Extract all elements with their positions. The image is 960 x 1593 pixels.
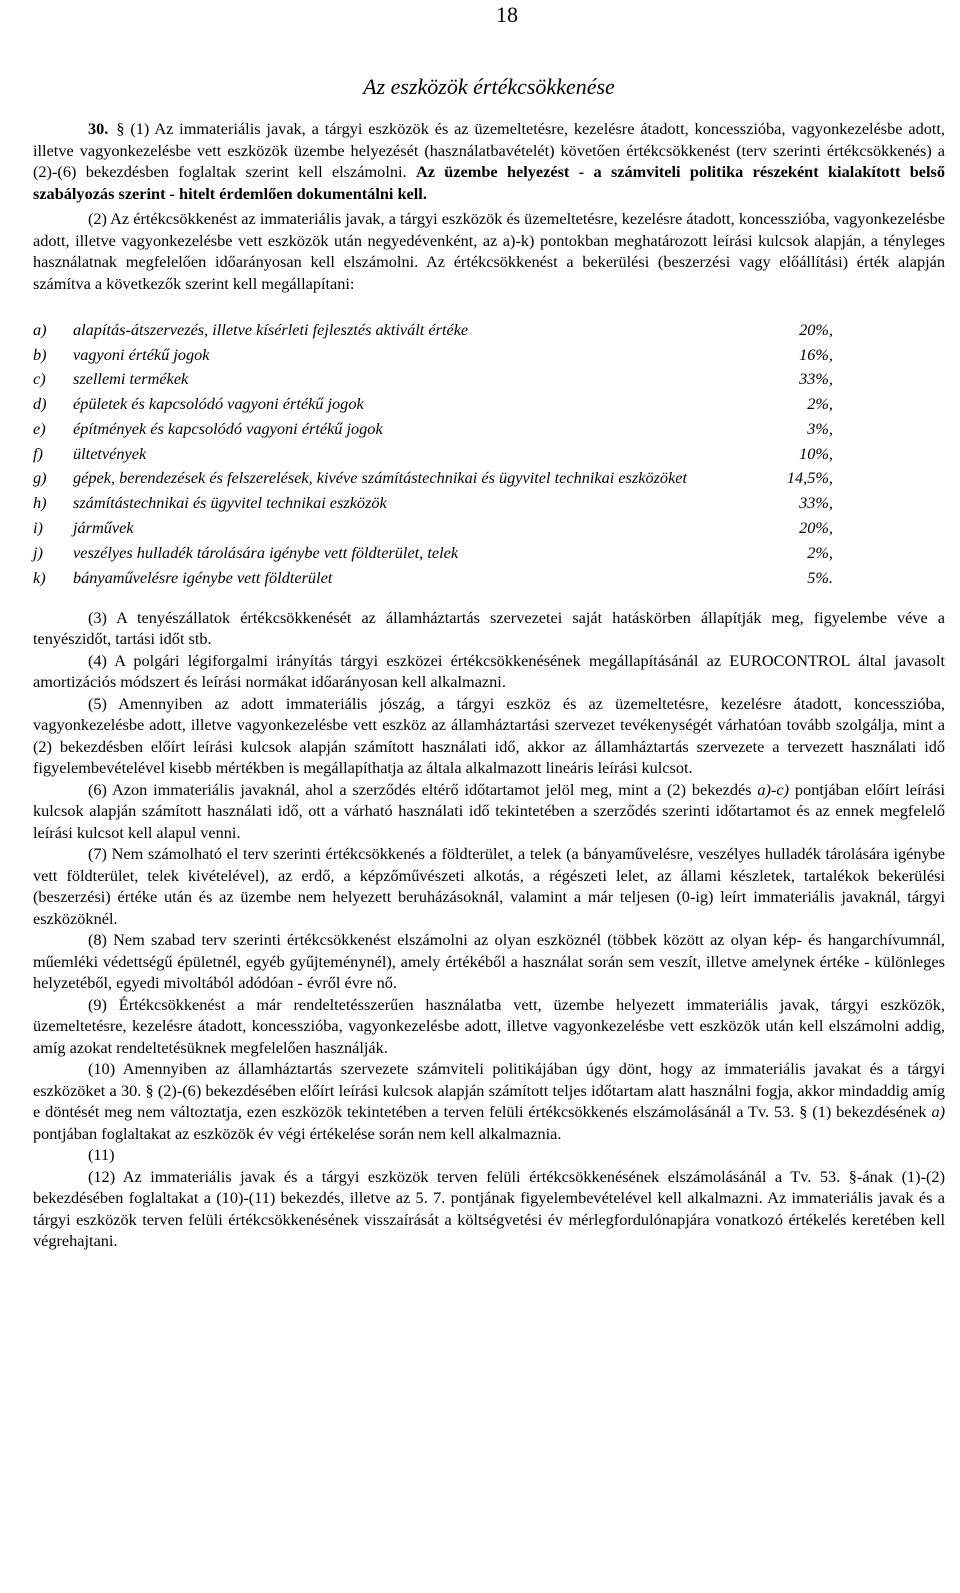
rate-row-spacer	[833, 317, 945, 342]
rate-letter: k)	[33, 567, 46, 587]
rate-row-spacer	[833, 491, 945, 516]
rate-value: 33%,	[799, 493, 833, 513]
rate-description: bányaművelésre igénybe vett földterület	[73, 567, 333, 587]
rate-description: alapítás-átszervezés, illetve kísérleti fejlesztés aktivált értéke	[73, 319, 469, 339]
rate-letter: h)	[33, 493, 47, 513]
rate-description: gépek, berendezések és felszerelések, kivéve számítástechnikai és ügyvitel technikai eszközöket	[73, 468, 688, 488]
rate-description: szellemi termékek	[73, 369, 189, 389]
rate-value: 14,5%,	[786, 468, 833, 488]
rate-description: számítástechnikai és ügyvitel technikai eszközök	[73, 493, 387, 513]
rate-description: vagyoni értékű jogok	[73, 344, 210, 364]
rate-row-spacer	[833, 565, 945, 590]
rate-row	[33, 491, 945, 516]
rate-value: 16%,	[799, 344, 833, 364]
rate-row-spacer	[833, 540, 945, 565]
paragraph-8: (8) Nem szabad terv szerinti értékcsökkenést elszámolni az olyan eszköznél (többek között az olyan kép- és hangarchívumnál, műemléki védettségű épületnél, egyéb gyűjteménynél), amely értékéből a használat során sem veszít, illetve amelynek értéke - különleges helyzetéből, egyedi mivoltából adódóan - évről évre nő.	[33, 930, 945, 993]
paragraph-12: (12) Az immateriális javak és a tárgyi eszközök terven felüli értékcsökkenésének elszámolásánál a Tv. 53. §-ának (1)-(2) bekezdésében foglaltakat a (10)-(11) bekezdés, illetve az 5. 7. pontjának figyelembevételével kell alkalmazni. Az immateriális javak és a tárgyi eszközök terven felüli értékcsökkenésének visszaírását a költségvetési év mérlegfordulónapjára vonatkozó értékelés keretében kell végrehajtani.	[33, 1166, 945, 1251]
rate-letter: i)	[33, 518, 43, 538]
paragraph-4: (4) A polgári légiforgalmi irányítás tárgyi eszközei értékcsökkenésének megállapításánál az EUROCONTROL által javasolt amortizációs módszert és leírási normákat időarányosan kell alkalmazni.	[33, 650, 945, 692]
rate-row-spacer	[833, 441, 945, 466]
rate-value: 2%,	[807, 394, 833, 414]
rate-row	[33, 565, 945, 590]
rates-table-body	[33, 317, 945, 590]
rate-value: 10%,	[799, 443, 833, 463]
rate-value: 20%,	[799, 319, 833, 339]
rate-letter: c)	[33, 369, 46, 389]
paragraph-2: (2) Az értékcsökkenést az immateriális javak, a tárgyi eszközök és üzemeltetésre, kezelésre átadott, koncesszióba, vagyonkezelésbe adott, illetve vagyonkezelésbe vett eszközök után negyedévenként, az a)-k) pontokban meghatározott leírási kulcsok alapján, a tényleges használatnak megfelelően időarányosan kell elszámolni. Az értékcsökkenést a bekerülési (beszerzési vagy előállítási) érték alapján számítva a következők szerint kell megállapítani:	[33, 209, 945, 293]
rate-row	[33, 317, 945, 342]
page-number: 18	[496, 2, 518, 27]
rate-value: 33%,	[799, 369, 833, 389]
rate-description: épületek és kapcsolódó vagyoni értékű jogok	[73, 394, 364, 414]
paragraph-1-text: § (1) Az immateriális javak, a tárgyi eszközök és az üzemeltetésre, kezelésre átadott, koncesszióba, vagyonkezelésbe adott, illetve vagyonkezelésbe vett eszközök üzembe helyezését (használatbavételét) követően értékcsökkenést (terv szerinti értékcsökkenés) a (2)-(6) bekezdésben foglaltak szerint kell elszámolni.	[33, 119, 945, 181]
rate-row	[33, 466, 945, 491]
rate-letter: b)	[33, 344, 47, 364]
rate-row-spacer	[833, 391, 945, 416]
paragraph-3: (3) A tenyészállatok értékcsökkenését az államháztartás szervezetei saját hatáskörben állapítják meg, figyelembe véve a tenyészidőt, tartási időt stb.	[33, 607, 945, 649]
rate-row-spacer	[833, 515, 945, 540]
rate-letter: j)	[33, 543, 43, 563]
rate-letter: e)	[33, 419, 46, 439]
section-number: 30.	[88, 119, 109, 138]
section-title: Az eszközök értékcsökkenése	[363, 74, 615, 99]
rate-row	[33, 515, 945, 540]
paragraph-11: (11)	[88, 1145, 115, 1165]
paragraph-9: (9) Értékcsökkenést a már rendeltetésszerűen használatba vett, üzembe helyezett immateriális javak, tárgyi eszközök, üzemeltetésre, kezelésre átadott, koncesszióba, vagyonkezelésbe adott, illetve vagyonkezelésbe vett eszközök után kell elszámolni addig, amíg azokat rendeltetésüknek megfelelően használják.	[33, 994, 945, 1057]
depreciation-rates-table	[33, 317, 945, 590]
rate-letter: g)	[33, 468, 47, 488]
rate-row	[33, 367, 945, 392]
rate-letter: d)	[33, 394, 47, 414]
rate-value: 5%.	[807, 567, 833, 587]
paragraph-6-text-a: (6) Azon immateriális javaknál, ahol a szerződés eltérő időtartamot jelöl meg, mint a (2) bekezdés	[88, 779, 758, 799]
rate-row	[33, 342, 945, 367]
rate-row-spacer	[833, 342, 945, 367]
paragraph-1	[33, 118, 945, 204]
rate-value: 20%,	[799, 518, 833, 538]
paragraph-5: (5) Amennyiben az adott immateriális jószág, a tárgyi eszköz és az üzemeltetésre, kezelésre átadott, koncesszióba, vagyonkezelésbe adott, illetve vagyonkezelésbe vett eszköz az államháztartási szervezet tevékenységét várhatóan tovább szolgálja, mint a (2) bekezdésben előírt leírási kulcsok alapján számított használati idő, akkor az államháztartás szervezete a tervezett használati idő figyelembevételével kisebb mértékben is megállapíthatja az általa alkalmazott lineáris leírási kulcsot.	[33, 693, 945, 778]
rate-description: veszélyes hulladék tárolására igénybe vett földterület, telek	[73, 543, 459, 563]
paragraph-6-text-b: pontjában előírt leírási kulcsok alapján számított használati idő, ott a várható használati idő tekintetében a szerződés szerinti időtartamot és az ennek megfelelő leírási kulcsot kell alapul venni.	[33, 779, 945, 842]
paragraph-6	[33, 779, 945, 844]
paragraph-10	[33, 1058, 945, 1144]
paragraph-10-text-a: (10) Amennyiben az államháztartás szervezete számviteli politikájában úgy dönt, hogy az immateriális javakat és a tárgyi eszközöket a 30. § (2)-(6) bekezdésében előírt leírási kulcsok alapján számított teljes időtartam alatt használni fogja, akkor mindaddig amíg e döntését meg nem változtatja, ezen eszközök tekintetében a terven felüli értékcsökkenés elszámolásánál a Tv. 53. § (1) bekezdésének	[33, 1059, 945, 1122]
rate-row	[33, 416, 945, 441]
rate-description: ültetvények	[73, 443, 147, 463]
paragraph-7: (7) Nem számolható el terv szerinti értékcsökkenés a földterület, a telek (a bányaművelésre, veszélyes hulladék tárolására igénybe vett földterület, telek kivételével), az erdő, a képzőművészeti alkotás, a régészeti lelet, az állami készletek, tartalékok bekerülési (beszerzési) értéke után és az üzembe nem helyezett beruházásoknál, valamint a már teljesen (0-ig) leírt immateriális javaknál, tárgyi eszközöknél.	[33, 844, 945, 928]
paragraph-10-text-b: pontjában foglaltakat az eszközök év végi értékelése során nem kell alkalmaznia.	[33, 1123, 562, 1143]
rate-letter: f)	[33, 443, 43, 463]
rate-value: 3%,	[807, 419, 833, 439]
rate-row-spacer	[833, 416, 945, 441]
rate-letter: a)	[33, 319, 47, 339]
rate-row-spacer	[833, 367, 945, 392]
rate-value: 2%,	[807, 543, 833, 563]
paragraph-1-bold-text: Az üzembe helyezést - a számviteli politika részeként kialakított belső szabályozás szerint - hitelt érdemlően dokumentálni kell.	[33, 162, 945, 203]
rate-row	[33, 391, 945, 416]
rate-row	[33, 540, 945, 565]
rate-description: járművek	[73, 518, 134, 538]
paragraph-6-emphasis: a)-c)	[757, 779, 790, 799]
rate-row	[33, 441, 945, 466]
document-body	[33, 118, 945, 1252]
rate-row-spacer	[833, 466, 945, 491]
rate-description: építmények és kapcsolódó vagyoni értékű jogok	[73, 419, 383, 439]
paragraph-10-emphasis: a)	[931, 1102, 945, 1122]
